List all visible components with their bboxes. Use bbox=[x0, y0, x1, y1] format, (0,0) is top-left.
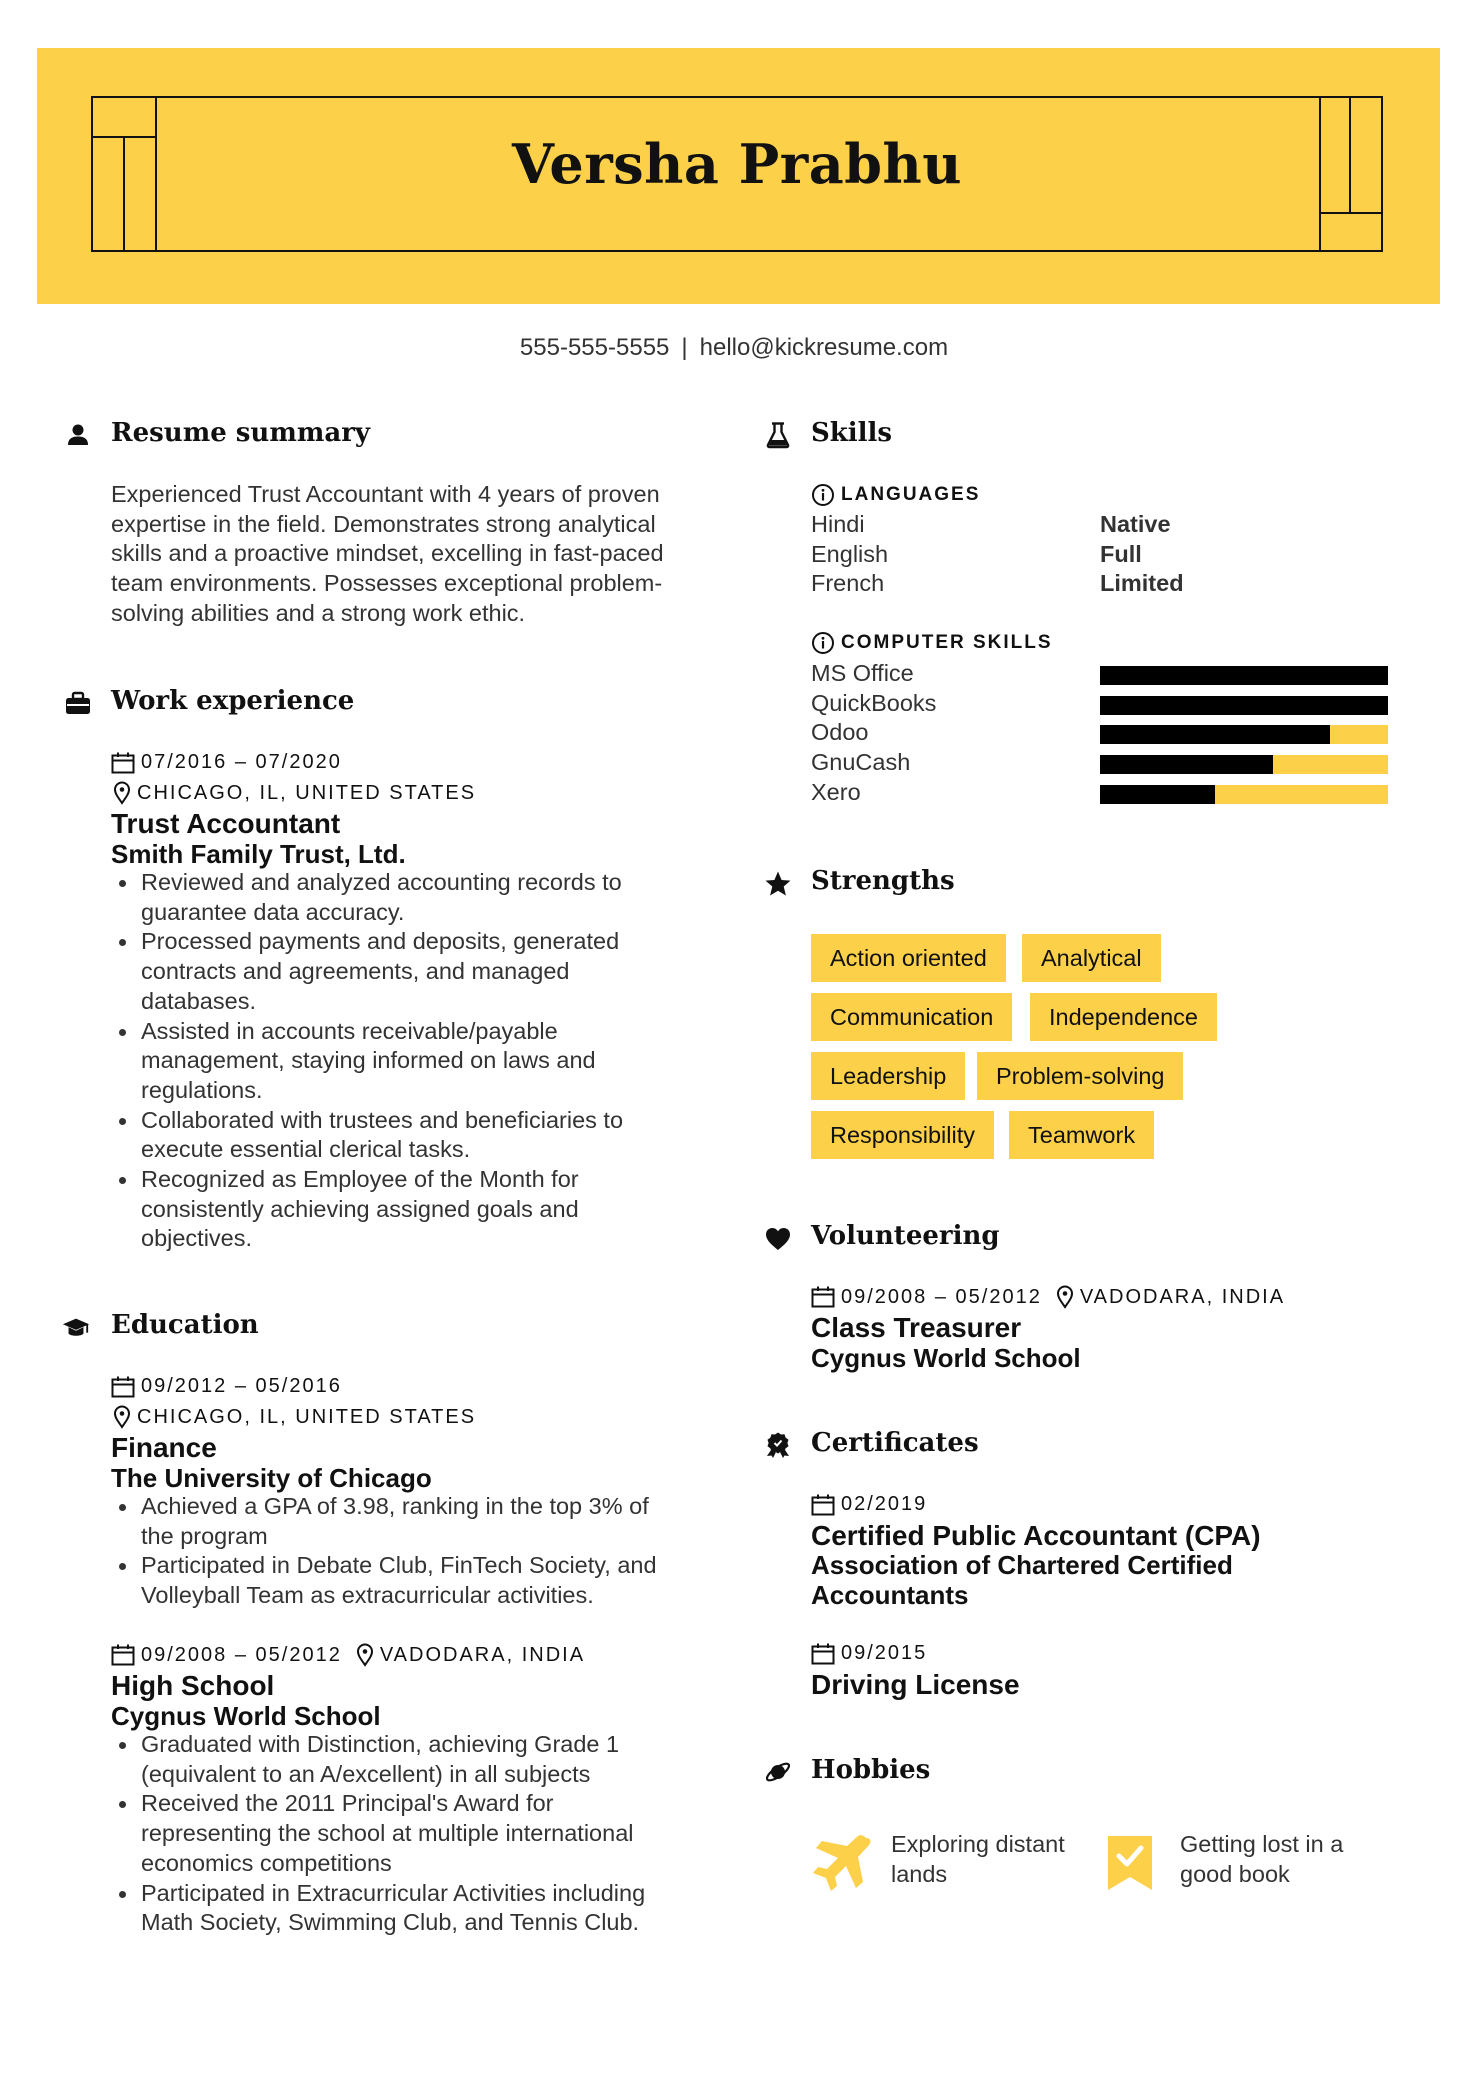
certificate-date: 09/2015 bbox=[811, 1642, 927, 1665]
volunteering-title: Volunteering bbox=[811, 1221, 1000, 1251]
job-organization: Smith Family Trust, Ltd. bbox=[111, 839, 406, 869]
language-row: Hindi Native bbox=[811, 511, 1171, 537]
list-item: Processed payments and deposits, generated contracts and agreements, and managed databases. bbox=[141, 927, 761, 1016]
airplane-icon bbox=[810, 1834, 874, 1892]
education-bullets bbox=[111, 1492, 761, 1611]
hobby-text: Exploring distant lands bbox=[891, 1831, 1065, 1887]
job-location: CHICAGO, IL, UNITED STATES bbox=[113, 781, 476, 805]
list-item: Collaborated with trustees and beneficiaries to execute essential clerical tasks. bbox=[141, 1106, 761, 1165]
bookmark-check-icon bbox=[1106, 1834, 1154, 1892]
certificate-date: 02/2019 bbox=[811, 1493, 927, 1516]
education-degree: High School bbox=[111, 1670, 275, 1701]
header-band bbox=[37, 48, 1440, 304]
languages-subheading: LANGUAGES bbox=[811, 483, 980, 507]
strength-tag: Teamwork bbox=[1009, 1111, 1154, 1159]
education-dates: 09/2012 – 05/2016 bbox=[111, 1375, 342, 1398]
calendar-icon bbox=[111, 1376, 135, 1398]
header-frame bbox=[91, 96, 1383, 252]
list-item: Reviewed and analyzed accounting records to guarantee data accuracy. bbox=[141, 868, 761, 927]
contact-line bbox=[0, 334, 1468, 362]
strength-tag: Leadership bbox=[811, 1052, 965, 1100]
computer-skill-row: QuickBooks bbox=[811, 690, 1391, 720]
job-bullets bbox=[111, 868, 761, 1254]
calendar-icon bbox=[111, 1644, 135, 1666]
certificates-title: Certificates bbox=[811, 1428, 979, 1458]
strength-tag: Independence bbox=[1030, 993, 1217, 1041]
list-item: Participated in Debate Club, FinTech Society, and Volleyball Team as extracurricular activities. bbox=[141, 1551, 761, 1610]
location-pin-icon bbox=[356, 1643, 374, 1667]
location-pin-icon bbox=[1056, 1285, 1074, 1309]
info-icon bbox=[811, 631, 835, 655]
language-row: English Full bbox=[811, 541, 1142, 567]
computer-skill-row: GnuCash bbox=[811, 749, 1391, 779]
hobbies-title: Hobbies bbox=[811, 1755, 931, 1785]
calendar-icon bbox=[811, 1494, 835, 1516]
strength-tag: Communication bbox=[811, 993, 1012, 1041]
computer-skills-subheading: COMPUTER SKILLS bbox=[811, 631, 1053, 655]
email-address[interactable]: hello@kickresume.com bbox=[699, 334, 949, 361]
skill-level-bar bbox=[1100, 696, 1388, 715]
list-item: Participated in Extracurricular Activities including Math Society, Swimming Club, and Tennis Club. bbox=[141, 1879, 781, 1938]
list-item: Received the 2011 Principal's Award for representing the school at multiple international economics competitions bbox=[141, 1789, 781, 1878]
education-degree: Finance bbox=[111, 1432, 217, 1463]
planet-icon bbox=[764, 1758, 792, 1786]
education-dates-location: 09/2008 – 05/2012 VADODARA, INDIA bbox=[111, 1643, 585, 1667]
calendar-icon bbox=[811, 1286, 835, 1308]
volunteering-organization: Cygnus World School bbox=[811, 1343, 1081, 1373]
skill-level-bar bbox=[1100, 725, 1388, 744]
strength-tag: Responsibility bbox=[811, 1111, 994, 1159]
certificate-name: Certified Public Accountant (CPA) bbox=[811, 1520, 1261, 1551]
strength-tag: Analytical bbox=[1022, 934, 1161, 982]
certificate-name: Driving License bbox=[811, 1669, 1020, 1700]
volunteering-dates-location: 09/2008 – 05/2012 VADODARA, INDIA bbox=[811, 1285, 1285, 1309]
education-location: CHICAGO, IL, UNITED STATES bbox=[113, 1405, 476, 1429]
list-item: Assisted in accounts receivable/payable management, staying informed on laws and regulations. bbox=[141, 1017, 761, 1106]
skill-level-bar bbox=[1100, 666, 1388, 685]
strength-tag: Action oriented bbox=[811, 934, 1006, 982]
skill-level-bar bbox=[1100, 785, 1388, 804]
graduation-cap-icon bbox=[62, 1314, 90, 1342]
location-pin-icon bbox=[113, 781, 131, 805]
person-icon bbox=[64, 421, 92, 449]
list-item: Graduated with Distinction, achieving Grade 1 (equivalent to an A/excellent) in all subjects bbox=[141, 1730, 781, 1789]
contact-separator: | bbox=[681, 334, 688, 361]
star-icon bbox=[764, 870, 792, 898]
education-title: Education bbox=[111, 1310, 259, 1340]
briefcase-icon bbox=[64, 689, 92, 717]
education-school: The University of Chicago bbox=[111, 1463, 432, 1493]
calendar-icon bbox=[811, 1643, 835, 1665]
flask-icon bbox=[764, 421, 792, 449]
computer-skill-row: MS Office bbox=[811, 660, 1391, 690]
summary-title: Resume summary bbox=[111, 418, 371, 448]
skill-level-bar bbox=[1100, 755, 1388, 774]
award-badge-icon bbox=[764, 1431, 792, 1459]
hobby-text: Getting lost in a good book bbox=[1180, 1831, 1344, 1887]
job-role: Trust Accountant bbox=[111, 808, 341, 839]
calendar-icon bbox=[111, 752, 135, 774]
computer-skill-row: Xero bbox=[811, 779, 1391, 809]
skills-title: Skills bbox=[811, 418, 893, 448]
education-school: Cygnus World School bbox=[111, 1701, 381, 1731]
job-dates: 07/2016 – 07/2020 bbox=[111, 751, 342, 774]
work-title: Work experience bbox=[111, 686, 355, 716]
education-bullets bbox=[111, 1730, 781, 1938]
heart-icon bbox=[764, 1225, 792, 1253]
candidate-name: Versha Prabhu bbox=[511, 132, 963, 196]
language-row: French Limited bbox=[811, 570, 1184, 596]
location-pin-icon bbox=[113, 1405, 131, 1429]
summary-text: Experienced Trust Accountant with 4 years of proven expertise in the field. Demonstrates strong analytical skills and a proactive mindset, excelling in fast-paced team environments. Possesses exceptional problem- solving abilities and a strong work ethic. bbox=[111, 481, 664, 626]
volunteering-role: Class Treasurer bbox=[811, 1312, 1022, 1343]
computer-skill-row: Odoo bbox=[811, 719, 1391, 749]
list-item: Recognized as Employee of the Month for consistently achieving assigned goals and objectives. bbox=[141, 1165, 761, 1254]
phone-number[interactable]: 555-555-5555 bbox=[519, 334, 670, 361]
strength-tag: Problem-solving bbox=[977, 1052, 1183, 1100]
info-icon bbox=[811, 483, 835, 507]
list-item: Achieved a GPA of 3.98, ranking in the top 3% of the program bbox=[141, 1492, 761, 1551]
certificate-issuer: Association of Chartered Certified Accountants bbox=[811, 1550, 1233, 1610]
strengths-title: Strengths bbox=[811, 866, 955, 896]
